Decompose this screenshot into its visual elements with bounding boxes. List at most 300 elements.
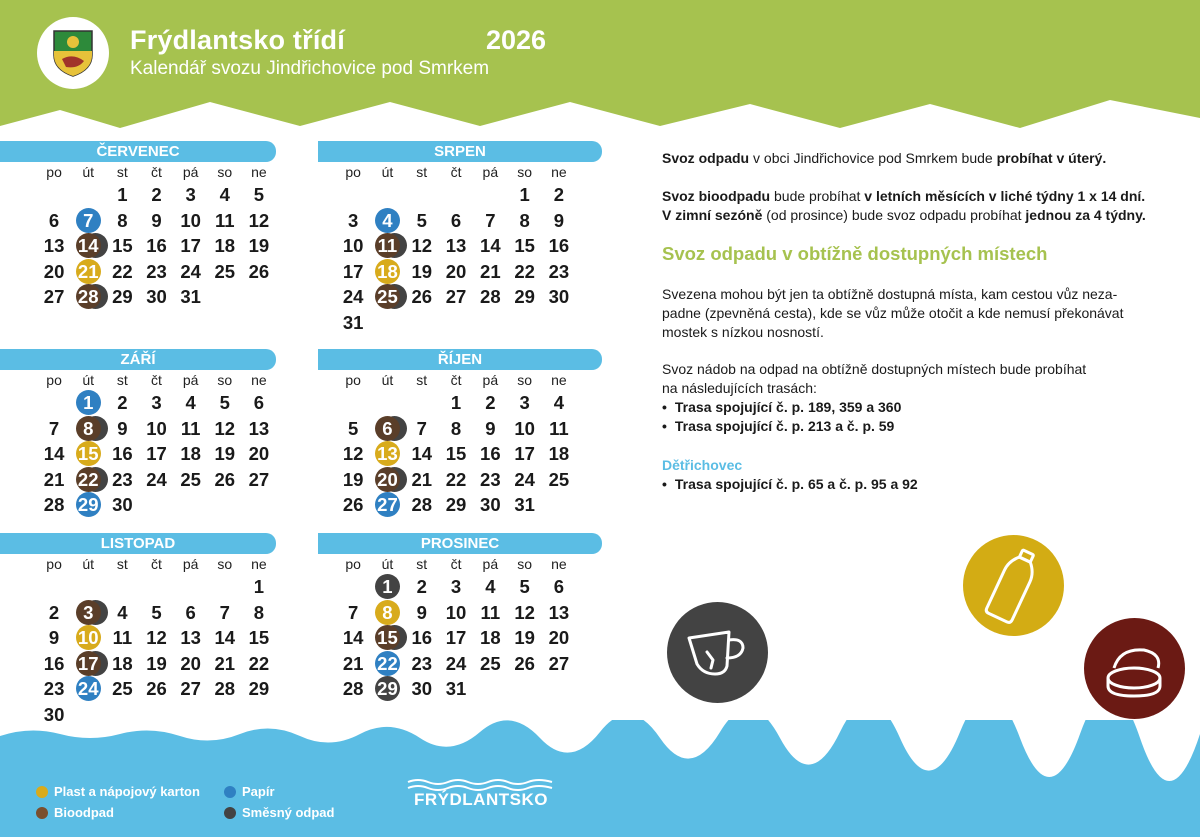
calendar-empty [37,390,71,416]
weekday-label: pá [482,372,499,388]
calendar-day: 6 [48,209,60,231]
calendar-empty [71,182,105,208]
calendar-day: 29 [248,678,270,699]
calendar-day: 27 [548,652,570,674]
calendar-day: 6 [450,209,462,231]
calendar-day: 23 [43,678,65,699]
week-row [318,310,602,336]
weekday-label: so [517,164,533,180]
calendar-empty [174,574,208,600]
weekday-header [318,554,602,574]
info-paragraph-1: Svoz odpadu v obci Jindřichovice pod Smrkem bude probíhat v úterý. [662,150,1107,166]
calendar-day: 16 [411,627,433,648]
weekday-label: pá [182,556,199,572]
calendar-day: 3 [71,600,105,626]
calendar-day: 14 [214,627,236,648]
calendar-day: 20 [445,260,467,282]
calendar-day: 21 [342,652,364,674]
legend-plast: Plast a nápojový karton [36,784,200,799]
calendar-day: 26 [146,678,167,699]
calendar-day: 16 [43,652,65,674]
weekday-header [318,162,602,182]
weekday-label: út [82,372,95,388]
weekday-label: út [381,372,394,388]
calendar-empty [507,310,541,336]
calendar-day: 1 [71,390,105,416]
calendar-day: 20 [548,627,570,648]
weekday-label: ne [551,556,567,572]
calendar-day: 12 [342,443,364,464]
month-calendar [318,349,602,518]
municipal-coat-of-arms-icon [37,17,109,89]
calendar-day: 26 [514,652,535,674]
week-row [318,182,602,208]
mixed-dot-icon [224,807,236,819]
month-calendar [0,349,276,518]
calendar-day: 23 [146,260,167,282]
calendar-day: 17 [342,260,364,282]
calendar-day: 12 [214,417,236,439]
weekday-label: ne [251,164,267,180]
calendar-day: 30 [43,703,65,725]
calendar-day: 18 [112,652,133,674]
calendar-day: 7 [485,209,496,231]
calendar-day: 14 [342,627,364,648]
calendar-day: 16 [480,443,501,464]
calendar-day: 19 [342,468,364,490]
calendar-day: 1 [253,576,265,597]
calendar-day: 12 [411,235,433,256]
calendar-day: 24 [342,286,364,307]
calendar-day: 24 [445,652,467,674]
calendar-day: 19 [146,652,167,674]
calendar-day: 3 [185,184,196,205]
calendar-day: 25 [214,260,236,282]
calendar-day: 31 [180,286,201,307]
calendar-day: 23 [480,468,501,490]
calendar-day: 2 [48,601,60,623]
calendar-day: 9 [117,417,128,439]
calendar-day: 2 [553,184,565,205]
calendar-day: 6 [370,416,404,442]
calendar-day: 22 [112,260,133,282]
weekday-label: ne [551,164,567,180]
calendar-day: 22 [248,652,270,674]
calendar-day: 7 [71,208,105,234]
bio-can-icon [1084,618,1185,719]
calendar-day: 14 [480,235,501,256]
info-paragraph-2: Svoz bioodpadu bude probíhat v letních měsících v liché týdny 1 x 14 dní. V zimní sezóně (od prosince) bude svoz odpadu probíhat jednou za 4 týdny. [662,188,1146,223]
calendar-empty [71,574,105,600]
calendar-day: 30 [411,678,433,699]
calendar-day: 28 [342,678,364,699]
weekday-label: út [82,556,95,572]
calendar-day: 7 [48,417,60,439]
calendar-day: 21 [411,468,433,490]
calendar-day: 15 [248,627,270,648]
calendar-day: 29 [71,492,105,518]
calendar-day: 11 [549,417,569,439]
calendar-day: 10 [445,601,467,623]
week-row [0,651,276,677]
calendar-empty [208,284,242,310]
calendar-day: 27 [370,492,404,518]
calendar-empty [208,574,242,600]
calendar-day: 20 [180,652,201,674]
info-paragraph-3: Svezena mohou být jen ta obtížně dostupná místa, kam cestou vůz neza- padne (zpevněná cesta), kde se vůz může otočit a kde nemusí překonávat mostek s nízkou nosností. [662,286,1124,340]
year: 2026 [486,25,547,55]
weekday-label: pá [482,556,499,572]
week-row [318,284,602,310]
calendar-day: 19 [411,260,433,282]
calendar-day: 20 [43,260,65,282]
weekday-label: čt [151,164,162,180]
calendar-day: 7 [348,601,359,623]
calendar-day: 15 [514,235,535,256]
weekday-label: st [116,164,128,180]
weekday-label: st [416,372,428,388]
calendar-day: 10 [342,235,364,256]
weekday-label: so [217,372,233,388]
week-row [318,416,602,442]
info-paragraph-4: Svoz nádob na odpad na obtížně dostupných místech bude probíhat na následujících trasách: [662,361,1087,396]
calendar-day: 17 [71,651,105,677]
calendar-empty [439,182,473,208]
calendar-day: 16 [146,235,167,256]
month-calendar [0,533,276,727]
calendar-day: 21 [71,259,105,285]
calendar-day: 14 [43,443,65,464]
calendar-day: 9 [416,601,427,623]
calendar-empty [370,310,404,336]
route-item: • Trasa spojující č. p. 213 a č. p. 59 [662,417,901,436]
week-row [318,233,602,259]
route-list-2 [662,475,918,494]
calendar-day: 26 [248,260,270,282]
calendar-day: 19 [514,627,535,648]
calendar-day: 23 [411,652,433,674]
calendar-day: 13 [43,235,65,256]
weekday-label: st [116,556,128,572]
calendar-day: 5 [219,392,230,413]
calendar-day: 1 [519,184,530,205]
calendar-day: 18 [548,443,570,464]
week-row [0,492,276,518]
calendar-day: 28 [43,494,65,515]
weekday-label: pá [482,164,499,180]
weekday-header [0,554,276,574]
weekday-label: pá [182,164,199,180]
calendar-day: 8 [71,416,105,442]
calendar-empty [242,492,276,518]
weekday-label: st [416,556,428,572]
calendar-day: 17 [445,627,467,648]
calendar-day: 19 [248,235,270,256]
calendar-day: 25 [180,468,201,490]
calendar-day: 26 [411,286,433,307]
calendar-day: 27 [248,468,270,490]
calendar-day: 28 [214,678,236,699]
calendar-empty [473,182,507,208]
weekday-label: ne [551,372,567,388]
calendar-day: 18 [180,443,201,464]
calendar-day: 8 [519,209,530,231]
calendar-day: 30 [480,494,501,515]
calendar-day: 13 [370,441,404,467]
calendar-day: 4 [370,208,404,234]
weekday-label: út [381,164,394,180]
calendar-day: 18 [214,235,236,256]
calendar-day: 8 [253,601,265,623]
month-title: PROSINEC [318,533,602,554]
calendar-day: 2 [117,392,128,413]
footer-wave-background [0,720,1200,837]
calendar-day: 16 [548,235,570,256]
weekday-label: st [416,164,428,180]
week-row [0,676,276,702]
weekday-header [318,370,602,390]
calendar-day: 22 [71,467,105,493]
paper-dot-icon [224,786,236,798]
calendar-day: 5 [519,576,530,597]
calendar-day: 25 [370,284,404,310]
route-item: • Trasa spojující č. p. 189, 359 a 360 [662,398,901,417]
calendar-day: 1 [450,392,462,413]
calendar-day: 7 [416,417,427,439]
calendar-day: 26 [342,494,364,515]
calendar-empty [336,182,370,208]
weekday-label: st [116,372,128,388]
week-row [318,651,602,677]
week-row [318,467,602,493]
week-row [0,574,276,600]
calendar-day: 9 [553,209,565,231]
calendar-day: 11 [180,417,201,439]
weekday-header [0,162,276,182]
weekday-label: út [381,556,394,572]
month-title: ZÁŘÍ [0,349,276,370]
calendar-day: 4 [485,576,496,597]
calendar-day: 6 [553,576,565,597]
week-row [0,390,276,416]
page-title: Frýdlantsko třídí [130,25,345,55]
calendar-empty [370,182,404,208]
calendar-day: 30 [548,286,570,307]
calendar-day: 23 [548,260,570,282]
calendar-day: 25 [548,468,570,490]
calendar-empty [542,676,576,702]
calendar-empty [139,574,173,600]
calendar-day: 22 [370,651,404,677]
calendar-day: 11 [112,627,133,648]
calendar-day: 3 [450,576,462,597]
calendar-empty [37,574,71,600]
calendar-empty [473,310,507,336]
calendar-day: 15 [112,235,133,256]
calendar-day: 10 [71,625,105,651]
calendar-empty [405,390,439,416]
week-row [0,416,276,442]
week-row [318,441,602,467]
calendar-day: 9 [151,209,162,231]
calendar-day: 28 [71,284,105,310]
weekday-label: po [345,372,361,388]
calendar-day: 17 [146,443,167,464]
calendar-day: 11 [370,233,404,259]
header [0,0,1200,140]
sub-heading: Dětřichovec [662,457,743,473]
calendar-empty [405,182,439,208]
calendar-day: 11 [480,601,501,623]
calendar-day: 15 [370,625,404,651]
weekday-label: čt [450,372,462,388]
week-row [318,574,602,600]
legend-bio: Bioodpad [36,805,114,820]
calendar-empty [542,310,576,336]
calendar-empty [439,310,473,336]
calendar-day: 7 [219,601,230,623]
calendar-day: 30 [112,494,133,515]
calendar-day: 3 [519,392,530,413]
month-calendar [318,141,602,335]
calendar-day: 28 [480,286,501,307]
calendar-day: 2 [151,184,162,205]
plast-dot-icon [36,786,48,798]
calendar-day: 13 [548,601,570,623]
calendar-day: 21 [480,260,501,282]
calendar-day: 27 [180,678,201,699]
calendar-day: 6 [185,601,196,623]
calendar-day: 28 [411,494,433,515]
month-calendar [0,141,276,310]
calendar-day: 29 [514,286,535,307]
calendar-day: 2 [485,392,496,413]
calendar-day: 5 [151,601,162,623]
weekday-label: so [217,164,233,180]
calendar-day: 17 [180,235,201,256]
week-row [318,208,602,234]
calendar-empty [405,310,439,336]
calendar-day: 29 [370,676,404,702]
calendar-empty [242,284,276,310]
calendar-day: 20 [248,443,270,464]
weekday-label: so [217,556,233,572]
week-row [318,390,602,416]
calendar-day: 15 [71,441,105,467]
calendar-day: 24 [180,260,201,282]
calendar-day: 30 [146,286,167,307]
month-title: LISTOPAD [0,533,276,554]
weekday-label: so [517,372,533,388]
calendar-day: 18 [370,259,404,285]
calendar-empty [208,492,242,518]
weekday-label: ne [251,372,267,388]
mixed-waste-cup-icon [667,602,768,703]
calendar-day: 20 [370,467,404,493]
week-row [0,600,276,626]
calendar-day: 3 [348,209,359,231]
calendar-day: 29 [112,286,133,307]
weekday-label: pá [182,372,199,388]
calendar-day: 12 [514,601,535,623]
calendar-day: 15 [445,443,467,464]
week-row [318,600,602,626]
calendar-day: 12 [146,627,167,648]
week-row [0,233,276,259]
calendar-day: 18 [480,627,501,648]
weekday-header [0,370,276,390]
calendar-day: 27 [445,286,467,307]
brand-logo-text: FRÝDLANTSKO [414,790,548,809]
calendar-day: 5 [416,209,427,231]
calendar-day: 1 [370,574,404,600]
calendar-day: 10 [180,209,201,231]
calendar-day: 31 [342,311,364,333]
calendar-day: 31 [445,678,467,699]
week-row [0,259,276,285]
calendar-day: 14 [71,233,105,259]
legend-papir: Papír [224,784,275,799]
calendar-day: 24 [514,468,535,490]
month-title: ŘÍJEN [318,349,602,370]
week-row [0,467,276,493]
calendar-day: 26 [214,468,236,490]
calendar-day: 13 [248,417,270,439]
week-row [318,676,602,702]
calendar-day: 4 [219,184,230,205]
week-row [318,492,602,518]
calendar-day: 1 [117,184,128,205]
calendar-day: 13 [445,235,467,256]
section-heading: Svoz odpadu v obtížně dostupných místech [662,243,1048,264]
calendar-empty [174,492,208,518]
calendar-day: 21 [43,468,65,490]
weekday-label: čt [450,556,462,572]
calendar-empty [507,676,541,702]
legend-mixed: Směsný odpad [224,805,334,820]
calendar-day: 22 [514,260,535,282]
calendar-day: 8 [450,417,462,439]
weekday-label: po [345,556,361,572]
weekday-label: čt [151,372,162,388]
plastic-bottle-icon [963,535,1064,636]
week-row [0,625,276,651]
calendar-empty [336,390,370,416]
calendar-day: 4 [185,392,196,413]
calendar-day: 11 [214,209,235,231]
page-subtitle: Kalendář svozu Jindřichovice pod Smrkem [130,58,490,79]
calendar-day: 25 [480,652,501,674]
week-row [0,208,276,234]
calendar-day: 10 [146,417,167,439]
calendar-day: 12 [248,209,270,231]
weekday-label: čt [151,556,162,572]
calendar-day: 6 [253,392,265,413]
month-title: SRPEN [318,141,602,162]
week-row [0,284,276,310]
calendar-day: 14 [411,443,433,464]
calendar-day: 16 [112,443,133,464]
calendar-day: 2 [416,576,427,597]
weekday-label: po [345,164,361,180]
calendar-day: 13 [180,627,201,648]
footer [0,720,1200,837]
calendar-day: 4 [553,392,565,413]
calendar-day: 25 [112,678,133,699]
calendar-empty [37,182,71,208]
week-row [318,625,602,651]
calendar-day: 31 [514,494,535,515]
